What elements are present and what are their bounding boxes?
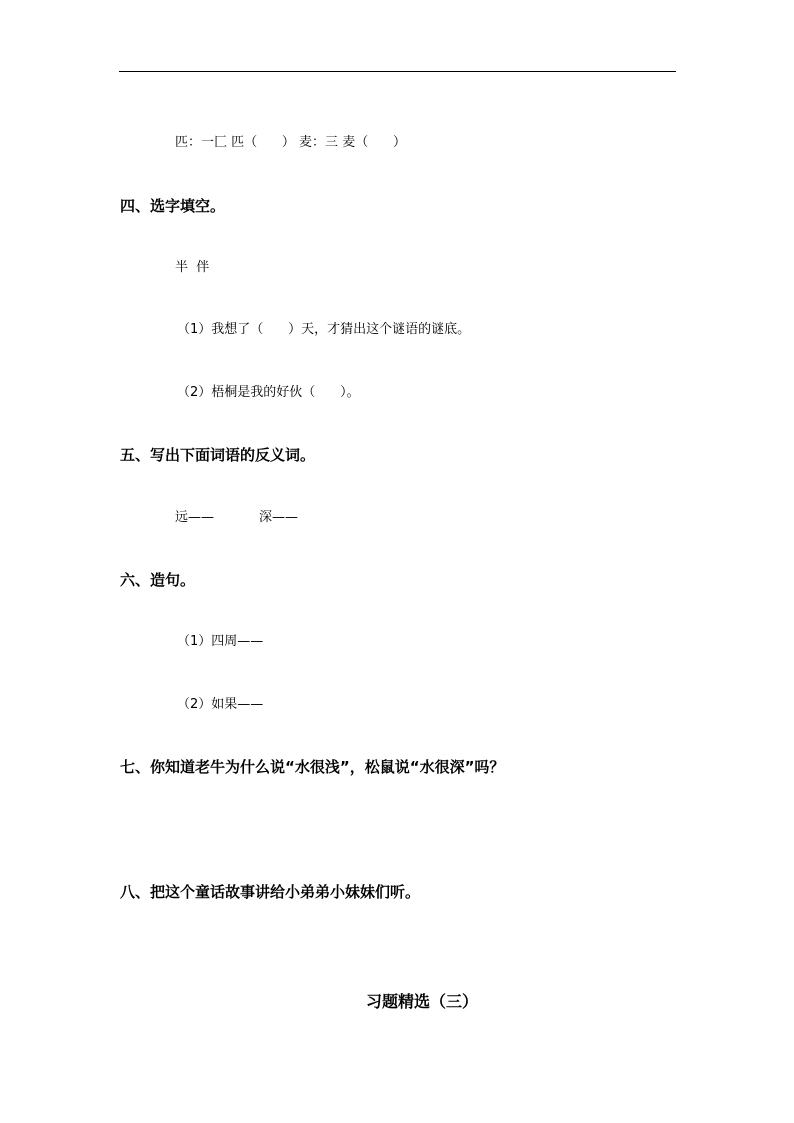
section-5-word-1: 远—— xyxy=(175,510,215,525)
section-4-item-2: （2）梧桐是我的好伙（ ）。 xyxy=(177,385,360,400)
section-4-item-1: （1）我想了（ ）天，才猜出这个谜语的谜底。 xyxy=(177,322,471,337)
section-6-item-1: （1）四周—— xyxy=(177,634,264,649)
section-6-item-2: （2）如果—— xyxy=(177,697,264,712)
section-5-heading: 五、写出下面词语的反义词。 xyxy=(120,446,316,464)
radical-line: 匹：一匚 匹（ ） 麦：三 麦（ ） xyxy=(175,135,406,150)
section-5-word-2: 深—— xyxy=(259,510,299,525)
section-4-choices: 半 伴 xyxy=(175,260,210,275)
section-7-heading: 七、你知道老牛为什么说“水很浅”，松鼠说“水很深”吗？ xyxy=(120,758,505,776)
section-4-heading: 四、选字填空。 xyxy=(120,197,226,215)
footer-title: 习题精选（三） xyxy=(366,992,479,1011)
header-rule xyxy=(119,71,676,72)
section-6-heading: 六、造句。 xyxy=(120,571,196,589)
section-8-heading: 八、把这个童话故事讲给小弟弟小妹妹们听。 xyxy=(120,883,421,901)
